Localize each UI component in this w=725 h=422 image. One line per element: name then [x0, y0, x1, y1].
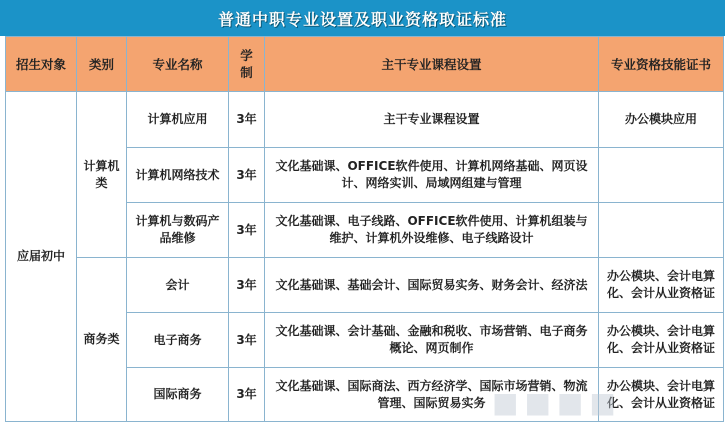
cert-cell: 办公模块、会计电算化、会计从业资格证 [599, 258, 724, 313]
table-row [6, 92, 724, 148]
years-cell: 3年 [229, 258, 265, 313]
years-cell: 3年 [229, 148, 265, 203]
header-years: 学制 [229, 37, 265, 92]
years-cell: 3年 [229, 203, 265, 258]
courses-cell: 文化基础课、OFFICE软件使用、计算机网络基础、网页设计、网络实训、局域网组建与管理 [265, 148, 599, 203]
category-business: 商务类 [77, 258, 127, 422]
watermark: ■■■■ [492, 386, 622, 419]
target-cell: 应届初中 [6, 92, 77, 422]
years-cell: 3年 [229, 92, 265, 148]
courses-cell: 文化基础课、国际商法、西方经济学、国际市场营销、物流管理、国际贸易实务 [265, 368, 599, 422]
header-category: 类别 [77, 37, 127, 92]
courses-cell: 文化基础课、基础会计、国际贸易实务、财务会计、经济法 [265, 258, 599, 313]
courses-cell: 主干专业课程设置 [265, 92, 599, 148]
header-cert: 专业资格技能证书 [599, 37, 724, 92]
years-cell: 3年 [229, 368, 265, 422]
major-cell: 计算机网络技术 [127, 148, 229, 203]
page-title: 普通中职专业设置及职业资格取证标准 [217, 9, 507, 29]
category-computer: 计算机类 [77, 92, 127, 258]
header-target: 招生对象 [6, 37, 77, 92]
header-row [6, 37, 724, 92]
major-cell: 国际商务 [127, 368, 229, 422]
cert-cell [599, 148, 724, 203]
major-cell: 计算机应用 [127, 92, 229, 148]
header-major: 专业名称 [127, 37, 229, 92]
table-row [6, 258, 724, 313]
major-cell: 计算机与数码产品维修 [127, 203, 229, 258]
major-cell: 电子商务 [127, 313, 229, 368]
years-cell: 3年 [229, 313, 265, 368]
cert-cell: 办公模块应用 [599, 92, 724, 148]
major-cell: 会计 [127, 258, 229, 313]
cert-cell [599, 203, 724, 258]
title-banner [0, 0, 725, 36]
program-table [5, 36, 724, 422]
courses-cell: 文化基础课、会计基础、金融和税收、市场营销、电子商务概论、网页制作 [265, 313, 599, 368]
cert-cell: 办公模块、会计电算化、会计从业资格证 [599, 368, 724, 422]
courses-cell: 文化基础课、电子线路、OFFICE软件使用、计算机组装与维护、计算机外设维修、电子线路设计 [265, 203, 599, 258]
cert-cell: 办公模块、会计电算化、会计从业资格证 [599, 313, 724, 368]
header-courses: 主干专业课程设置 [265, 37, 599, 92]
